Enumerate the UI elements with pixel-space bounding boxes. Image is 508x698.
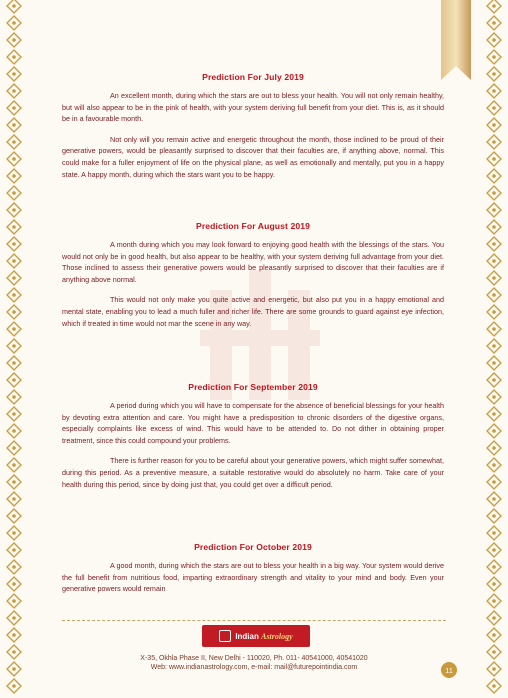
- footer-web-email: Web: www.indianastrology.com, e-mail: mail@futurepointindia.com: [150, 664, 358, 671]
- section-october-2019: [62, 542, 444, 595]
- footer-address-block: [62, 654, 446, 672]
- paragraph: A month during which you may look forward to enjoying good health with the blessings of the stars. You would not only be in good health, but also appear to be healthy, with your system deriving full advantage from your diet. Those inclined to assess their generative powers would be pleasantly surprised to discover that their faculties are if anything above normal.: [62, 240, 444, 284]
- section-heading: Prediction For July 2019: [202, 72, 304, 82]
- footer-divider: [62, 620, 446, 621]
- section-september-2019: [62, 382, 444, 490]
- section-august-2019: [62, 221, 444, 329]
- page-number-badge: 11: [441, 662, 457, 678]
- section-heading: Prediction For August 2019: [195, 221, 311, 231]
- paragraph: A period during which you will have to compensate for the absence of beneficial blessings for your health by devoting extra attention and care. You might have a predisposition to chronic disorders of the digestive organs, especially complaints like excess of wind. This would have to be attended to. Do not dither in obtaining proper treatment, since this could compound your problems.: [62, 401, 444, 445]
- section-heading: Prediction For October 2019: [194, 542, 312, 552]
- logo-text: Indian Astrology: [235, 631, 293, 641]
- section-july-2019: [62, 72, 444, 180]
- section-heading: Prediction For September 2019: [188, 382, 318, 392]
- paragraph: Not only will you remain active and energetic throughout the month, those inclined to be proud of their generative powers, would be pleasantly surprised to discover that their faculties are, if anything above, normal. This could make for a fuller enjoyment of life on the physical plane, as well as emotionally and mentally, put you in a happy state. A happy month, during which the stars want you to be happy.: [62, 134, 444, 179]
- paragraph: This would not only make you quite active and energetic, but also put you in a happy emotional and mental state, enabling you to lead a much fuller and richer life. There are some grounds to guard against eye infection, which if treated in time would not mar the scene in any way.: [62, 295, 444, 328]
- paragraph: A good month, during which the stars are out to bless your health in a big way. Your system would derive the full benefit from nutritious food, imparting extraordinary strength and vitality to your mind and body. Even your generative powers would remain: [62, 561, 444, 594]
- ribbon-bookmark-icon: [441, 0, 471, 80]
- paragraph: There is further reason for you to be careful about your generative powers, which might suffer somewhat, during this period. As a preventive measure, a suitable restorative would do absolutely no harm. Take care of your health during this period, since by doing just that, you could get over a difficult period.: [62, 456, 444, 489]
- logo-mark-icon: [219, 630, 231, 642]
- footer-address: X-35, Okhla Phase II, New Delhi - 110020, Ph. 011- 40541000, 40541020: [140, 655, 368, 662]
- left-ornamental-border: [4, 0, 24, 698]
- paragraph: An excellent month, during which the stars are out to bless your health. You will not only remain healthy, but will also appear to be in the pink of health, with your system deriving full benefit from your diet. This is, as it should be in a favourable month.: [62, 91, 444, 124]
- right-ornamental-border: [484, 0, 504, 698]
- indian-astrology-logo[interactable]: [202, 625, 310, 647]
